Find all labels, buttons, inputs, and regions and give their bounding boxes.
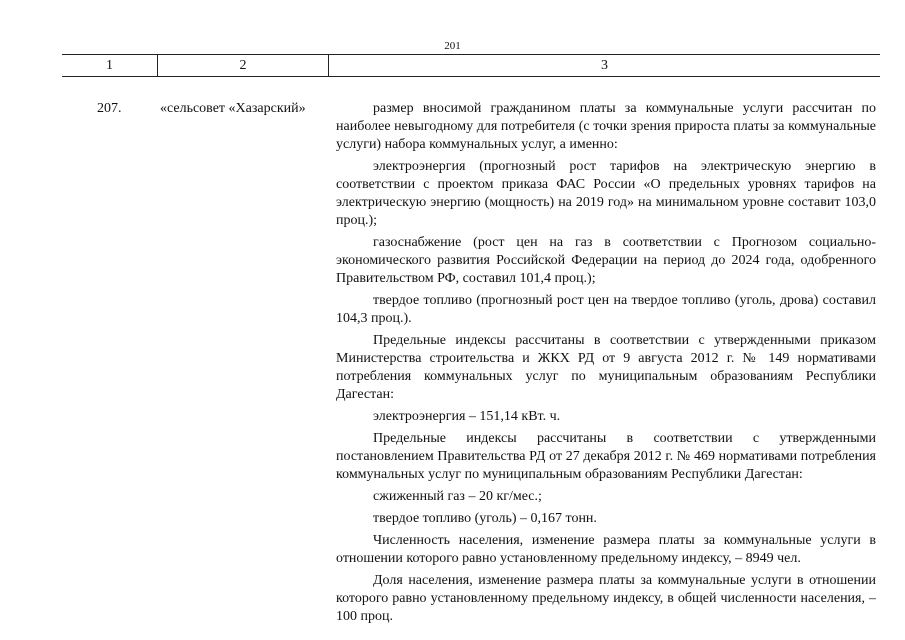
paragraph-coal-norm: твердое топливо (уголь) – 0,167 тонн.: [373, 511, 597, 526]
column-number-1: 1: [62, 55, 158, 76]
paragraph-gas-supply: газоснабжение (рост цен на газ в соответствии с Прогнозом социально-экономического развития Российской Федерации на период до 2024 года, одобренного Правительством РФ, составил 101,4 проц.);: [336, 235, 876, 286]
paragraph-index-order-149: Предельные индексы рассчитаны в соответствии с утвержденными приказом Министерства строительства и ЖКХ РД от 9 августа 2012 г. № 149 нормативами потребления коммунальных услуг по муниципальным образованиям Республики Дагестан:: [336, 333, 876, 402]
paragraph-intro: размер вносимой гражданином платы за коммунальные услуги рассчитан по наиболее невыгодному для потребителя (с точки зрения прироста платы за коммунальные услуги) набора коммунальных услуг, а именно:: [336, 101, 876, 152]
table-column-header: [62, 54, 880, 77]
paragraph-index-resolution-469: Предельные индексы рассчитаны в соответствии с утвержденными постановлением Правительства РД от 27 декабря 2012 г. № 469 нормативами потребления коммунальных услуг по муниципальным образованиям Республики Дагестан:: [336, 431, 876, 482]
paragraph-population-share: Доля населения, изменение размера платы за коммунальные услуги в отношении которого равно установленному предельному индексу, в общей численности населения, – 100 проц.: [336, 573, 876, 624]
column-number-3: 3: [601, 58, 608, 73]
paragraph-solid-fuel: твердое топливо (прогнозный рост цен на твердое топливо (уголь, дрова) составил 104,3 проц.).: [336, 293, 876, 326]
municipality-name: «сельсовет «Хазарский»: [160, 101, 306, 116]
row-number: 207.: [97, 101, 122, 116]
row-description: [336, 100, 876, 630]
paragraph-liquefied-gas-norm: сжиженный газ – 20 кг/мес.;: [373, 489, 542, 504]
page-number: 201: [444, 40, 461, 52]
paragraph-electricity-tariff: электроэнергия (прогнозный рост тарифов на электрическую энергию в соответствии с проектом приказа ФАС России «О предельных уровнях тарифов на электрическую энергию (мощность) на 2019 год» на минимальном уровне составит 103,0 проц.);: [336, 159, 876, 228]
column-number-2: 2: [158, 55, 329, 76]
paragraph-electricity-norm: электроэнергия – 151,14 кВт. ч.: [373, 409, 561, 424]
paragraph-population-count: Численность населения, изменение размера платы за коммунальные услуги в отношении которого равно установленному предельному индексу, – 8949 чел.: [336, 533, 876, 566]
